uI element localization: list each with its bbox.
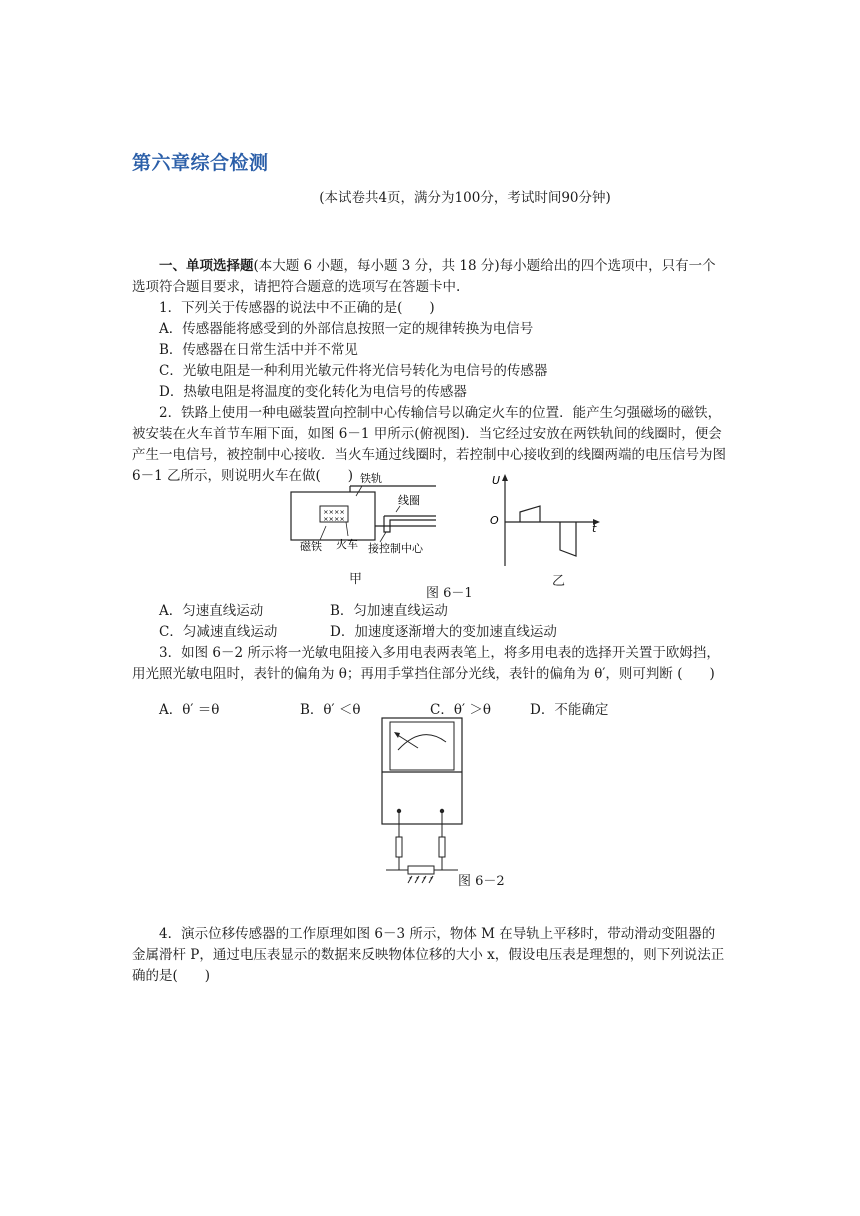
q1-option-d: D．热敏电阻是将温度的变化转化为电信号的传感器 bbox=[159, 384, 467, 400]
q2-option-d: D．加速度逐渐增大的变加速直线运动 bbox=[330, 624, 557, 640]
figure-a-label: 甲 bbox=[349, 572, 363, 587]
q3-option-c: C．θ′ ＞θ bbox=[430, 702, 491, 718]
axis-origin-label: O bbox=[490, 514, 499, 527]
label-magnet: 磁铁 bbox=[300, 540, 322, 553]
q2-stem: 2．铁路上使用一种电磁装置向控制中心传输信号以确定火车的位置．能产生匀强磁场的磁铁，被安装在火车首节车厢下面，如图 6－1 甲所示(俯视图)．当它经过安放在两铁轨间的线圈时，便会产生一电信号，被控制中心接收．当火车通过线圈时，若控制中心接收到的线圈两端的电压信号为图 6－1 乙所示，则说明火车在做( ) bbox=[132, 405, 726, 484]
label-rail: 铁轨 bbox=[360, 472, 382, 485]
figure-6-2-multimeter bbox=[378, 714, 468, 888]
page-title: 第六章综合检测 bbox=[132, 152, 269, 174]
label-coil: 线圈 bbox=[398, 494, 420, 507]
q3-option-d: D．不能确定 bbox=[530, 702, 609, 718]
q3-option-a: A．θ′ ＝θ bbox=[159, 702, 220, 718]
magnet-marks: ×××× bbox=[323, 508, 345, 516]
q1-option-c: C．光敏电阻是一种利用光敏元件将光信号转化为电信号的传感器 bbox=[159, 363, 548, 379]
q2-option-a: A．匀速直线运动 bbox=[159, 603, 264, 619]
figure-6-1-a bbox=[286, 470, 446, 562]
figure-6-1-b bbox=[486, 472, 604, 568]
figure-6-2-caption: 图 6－2 bbox=[458, 874, 505, 889]
label-train: 火车 bbox=[336, 538, 358, 551]
q1-stem: 1．下列关于传感器的说法中不正确的是( ) bbox=[159, 300, 435, 316]
q1-option-a: A．传感器能将感受到的外部信息按照一定的规律转换为电信号 bbox=[159, 321, 534, 337]
section-instructions: (本大题 6 小题，每小题 3 分，共 18 分)每小题给出的四个选项中，只有一个选项符合题目要求，请把符合题意的选项写在答题卡中. bbox=[132, 258, 716, 295]
q2-option-b: B．匀加速直线运动 bbox=[330, 603, 448, 619]
label-control-center: 接控制中心 bbox=[368, 542, 423, 555]
magnet-marks: ×××× bbox=[323, 515, 345, 523]
q1-option-b: B．传感器在日常生活中并不常见 bbox=[159, 342, 358, 358]
figure-6-1-caption: 图 6－1 bbox=[426, 586, 473, 601]
axis-t-label: t bbox=[592, 522, 597, 535]
section-heading: 一、单项选择题 bbox=[159, 258, 254, 274]
section-intro bbox=[132, 256, 728, 298]
figure-b-label: 乙 bbox=[552, 574, 566, 589]
exam-info: (本试卷共4页，满分为100分，考试时间90分钟) bbox=[319, 190, 611, 206]
q2-option-c: C．匀减速直线运动 bbox=[159, 624, 278, 640]
q3-stem: 3．如图 6－2 所示将一光敏电阻接入多用电表两表笔上，将多用电表的选择开关置于欧姆挡，用光照光敏电阻时，表针的偏角为 θ；再用手掌挡住部分光线，表针的偏角为 θ′，则可判断 ( ) bbox=[132, 645, 720, 682]
q3-option-b: B．θ′ ＜θ bbox=[300, 702, 361, 718]
axis-u-label: U bbox=[492, 474, 501, 487]
q4-stem: 4．演示位移传感器的工作原理如图 6－3 所示，物体 M 在导轨上平移时，带动滑动变阻器的金属滑杆 P，通过电压表显示的数据来反映物体位移的大小 x，假设电压表是理想的，则下列说法正确的是( ) bbox=[132, 926, 725, 984]
